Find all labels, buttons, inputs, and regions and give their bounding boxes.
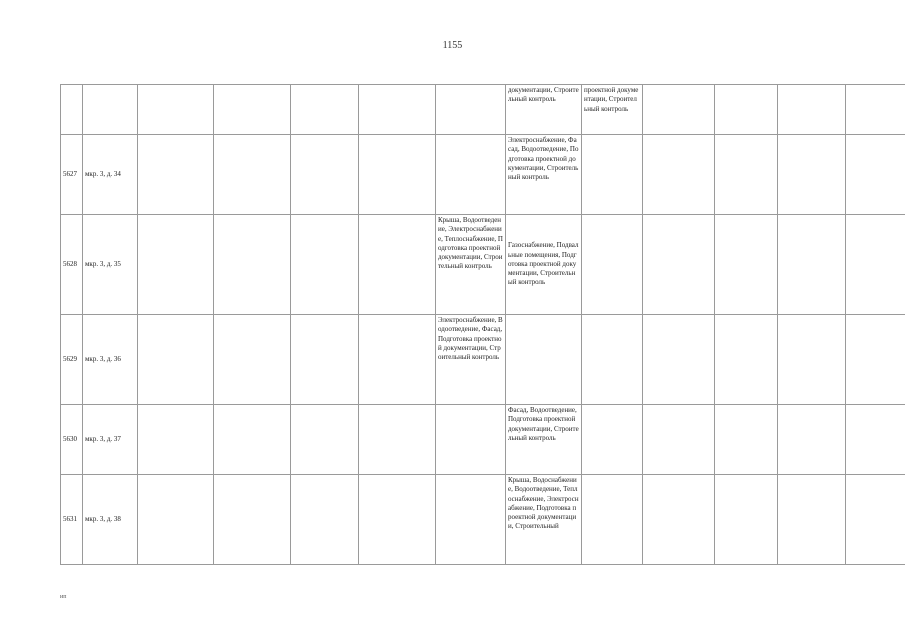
works-cell bbox=[436, 135, 506, 215]
empty-cell bbox=[359, 315, 436, 405]
page-number: 1155 bbox=[442, 40, 463, 51]
empty-cell bbox=[778, 475, 846, 565]
footer-mark: ип bbox=[60, 594, 67, 600]
empty-cell bbox=[643, 475, 715, 565]
empty-cell bbox=[643, 405, 715, 475]
empty-cell bbox=[715, 85, 778, 135]
empty-cell bbox=[291, 135, 359, 215]
works-cell: Фасад, Водоотведение, Подготовка проектной документации, Строительный контроль bbox=[506, 405, 582, 475]
empty-cell bbox=[214, 405, 291, 475]
empty-cell bbox=[291, 85, 359, 135]
empty-cell bbox=[846, 315, 905, 405]
empty-cell bbox=[778, 85, 846, 135]
works-cell: проектной документации, Строительный контроль bbox=[582, 85, 643, 135]
row-number: 5631 bbox=[61, 475, 83, 565]
works-cell bbox=[436, 475, 506, 565]
empty-cell bbox=[643, 315, 715, 405]
empty-cell bbox=[846, 475, 905, 565]
empty-cell bbox=[643, 85, 715, 135]
table-row bbox=[61, 475, 905, 565]
empty-cell bbox=[643, 135, 715, 215]
empty-cell bbox=[715, 215, 778, 315]
empty-cell bbox=[138, 315, 214, 405]
works-cell: Электроснабжение, Фасад, Водоотведение, Подготовка проектной документации, Строительный контроль bbox=[506, 135, 582, 215]
empty-cell bbox=[778, 135, 846, 215]
works-table bbox=[60, 84, 905, 565]
empty-cell bbox=[715, 315, 778, 405]
empty-cell bbox=[214, 475, 291, 565]
empty-cell bbox=[291, 405, 359, 475]
empty-cell bbox=[214, 215, 291, 315]
empty-cell bbox=[138, 135, 214, 215]
address-cell: мкр. 3, д. 36 bbox=[83, 315, 138, 405]
empty-cell bbox=[643, 215, 715, 315]
table-row bbox=[61, 135, 905, 215]
table-row bbox=[61, 315, 905, 405]
row-number: 5627 bbox=[61, 135, 83, 215]
row-number: 5630 bbox=[61, 405, 83, 475]
empty-cell bbox=[138, 405, 214, 475]
address-cell: мкр. 3, д. 34 bbox=[83, 135, 138, 215]
table-row bbox=[61, 85, 905, 135]
address-cell: мкр. 3, д. 35 bbox=[83, 215, 138, 315]
works-cell: документации, Строительный контроль bbox=[506, 85, 582, 135]
empty-cell bbox=[846, 135, 905, 215]
empty-cell bbox=[778, 405, 846, 475]
empty-cell bbox=[138, 215, 214, 315]
empty-cell bbox=[715, 135, 778, 215]
row-number: 5629 bbox=[61, 315, 83, 405]
works-cell: Электроснабжение, Водоотведение, Фасад, Подготовка проектной документации, Строительный контроль bbox=[436, 315, 506, 405]
works-cell: Крыша, Водоснабжение, Водоотведение, Теплоснабжение, Электроснабжение, Подготовка проектной документации, Строительный bbox=[506, 475, 582, 565]
empty-cell bbox=[359, 85, 436, 135]
works-cell bbox=[582, 405, 643, 475]
row-number: 5628 bbox=[61, 215, 83, 315]
empty-cell bbox=[214, 85, 291, 135]
empty-cell bbox=[359, 475, 436, 565]
address-cell: мкр. 3, д. 37 bbox=[83, 405, 138, 475]
empty-cell bbox=[846, 85, 905, 135]
empty-cell bbox=[214, 315, 291, 405]
works-cell bbox=[436, 85, 506, 135]
table-row bbox=[61, 215, 905, 315]
empty-cell bbox=[291, 215, 359, 315]
address-cell bbox=[83, 85, 138, 135]
works-cell bbox=[436, 405, 506, 475]
works-cell bbox=[582, 315, 643, 405]
empty-cell bbox=[846, 405, 905, 475]
address-cell: мкр. 3, д. 38 bbox=[83, 475, 138, 565]
works-cell bbox=[506, 315, 582, 405]
empty-cell bbox=[359, 215, 436, 315]
empty-cell bbox=[715, 405, 778, 475]
empty-cell bbox=[138, 475, 214, 565]
empty-cell bbox=[846, 215, 905, 315]
empty-cell bbox=[359, 405, 436, 475]
empty-cell bbox=[138, 85, 214, 135]
works-cell bbox=[582, 135, 643, 215]
empty-cell bbox=[291, 475, 359, 565]
empty-cell bbox=[359, 135, 436, 215]
empty-cell bbox=[214, 135, 291, 215]
row-number bbox=[61, 85, 83, 135]
empty-cell bbox=[291, 315, 359, 405]
works-cell: Крыша, Водоотведение, Электроснабжение, Теплоснабжение, Подготовка проектной документации, Строительный контроль bbox=[436, 215, 506, 315]
works-cell bbox=[582, 215, 643, 315]
empty-cell bbox=[778, 315, 846, 405]
empty-cell bbox=[778, 215, 846, 315]
empty-cell bbox=[715, 475, 778, 565]
works-cell: Газоснабжение, Подвальные помещения, Подготовка проектной документации, Строительный контроль bbox=[506, 215, 582, 315]
works-cell bbox=[582, 475, 643, 565]
table-row bbox=[61, 405, 905, 475]
